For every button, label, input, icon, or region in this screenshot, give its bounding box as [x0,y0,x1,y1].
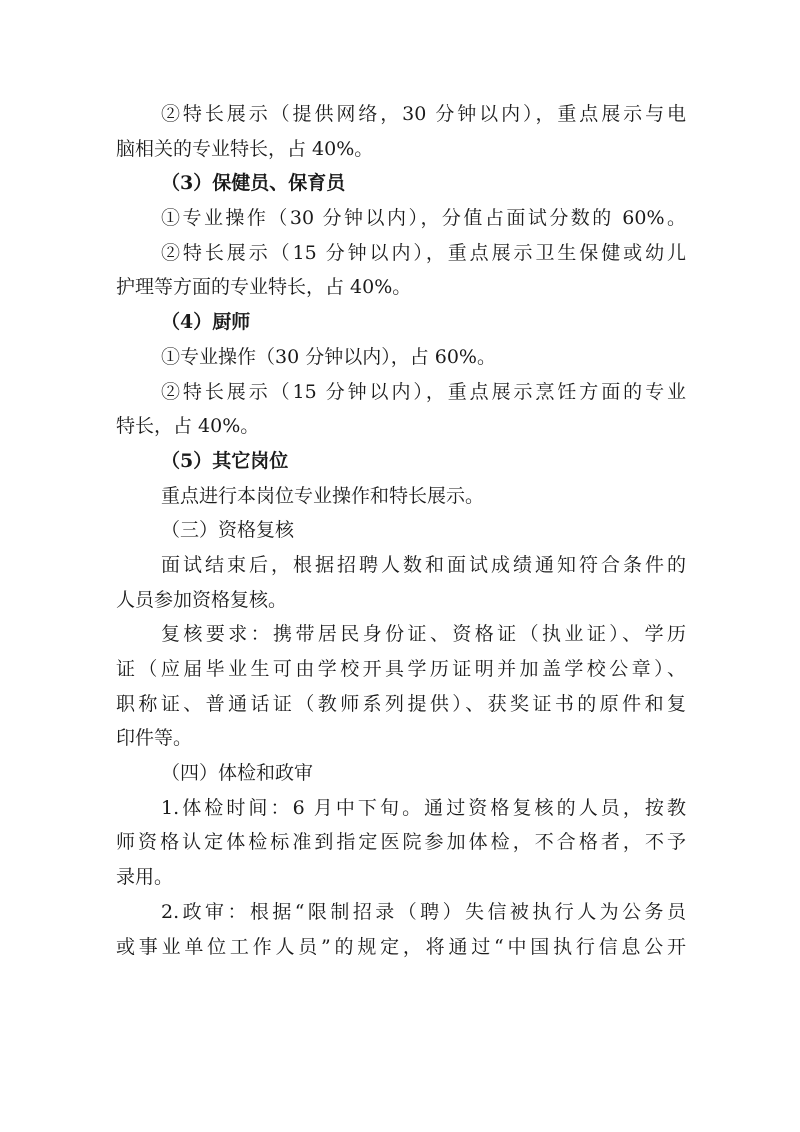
text-line: 职称证、普通话证（教师系列提供）、获奖证书的原件和复 [116,692,686,715]
text-line: 1.体检时间：6 月中下旬。通过资格复核的人员，按教 [161,796,686,819]
text-line: 面试结束后，根据招聘人数和面试成绩通知符合条件的 [161,553,686,576]
text-line: 或事业单位工作人员”的规定，将通过“中国执行信息公开 [116,935,686,958]
text-line: ②特长展示（15 分钟以内），重点展示烹饪方面的专业 [161,380,686,403]
text-line: 护理等方面的专业特长，占 40%。 [116,276,412,299]
section-heading: （3）保健员、保育员 [161,172,346,195]
document-body [116,97,686,964]
text-line: 证（应届毕业生可由学校开具学历证明并加盖学校公章）、 [116,658,686,680]
text-line: 师资格认定体检标准到指定医院参加体检，不合格者，不予 [116,831,686,854]
text-line: ①专业操作（30 分钟以内），分值占面试分数的 60%。 [161,207,686,230]
text-line: 2.政审：根据“限制招录（聘）失信被执行人为公务员 [161,900,686,923]
section-heading: （三）资格复核 [161,519,295,542]
text-line: 重点进行本岗位专业操作和特长展示。 [161,484,485,507]
text-line: 特长，占 40%。 [116,415,260,438]
section-heading: （5）其它岗位 [161,449,289,472]
text-line: ②特长展示（15 分钟以内），重点展示卫生保健或幼儿 [161,241,686,264]
text-line: ②特长展示（提供网络，30 分钟以内），重点展示与电 [161,103,686,125]
section-heading: （4）厨师 [161,311,251,334]
text-line: 印件等。 [116,727,193,750]
text-line: 脑相关的专业特长，占 40%。 [116,137,374,160]
text-line: 录用。 [116,866,174,889]
text-line: 复核要求：携带居民身份证、资格证（执业证）、学历 [161,623,686,646]
section-heading: （四）体检和政审 [161,762,314,785]
text-line: 人员参加资格复核。 [116,588,288,611]
text-line: ①专业操作（30 分钟以内），占 60%。 [161,345,496,368]
